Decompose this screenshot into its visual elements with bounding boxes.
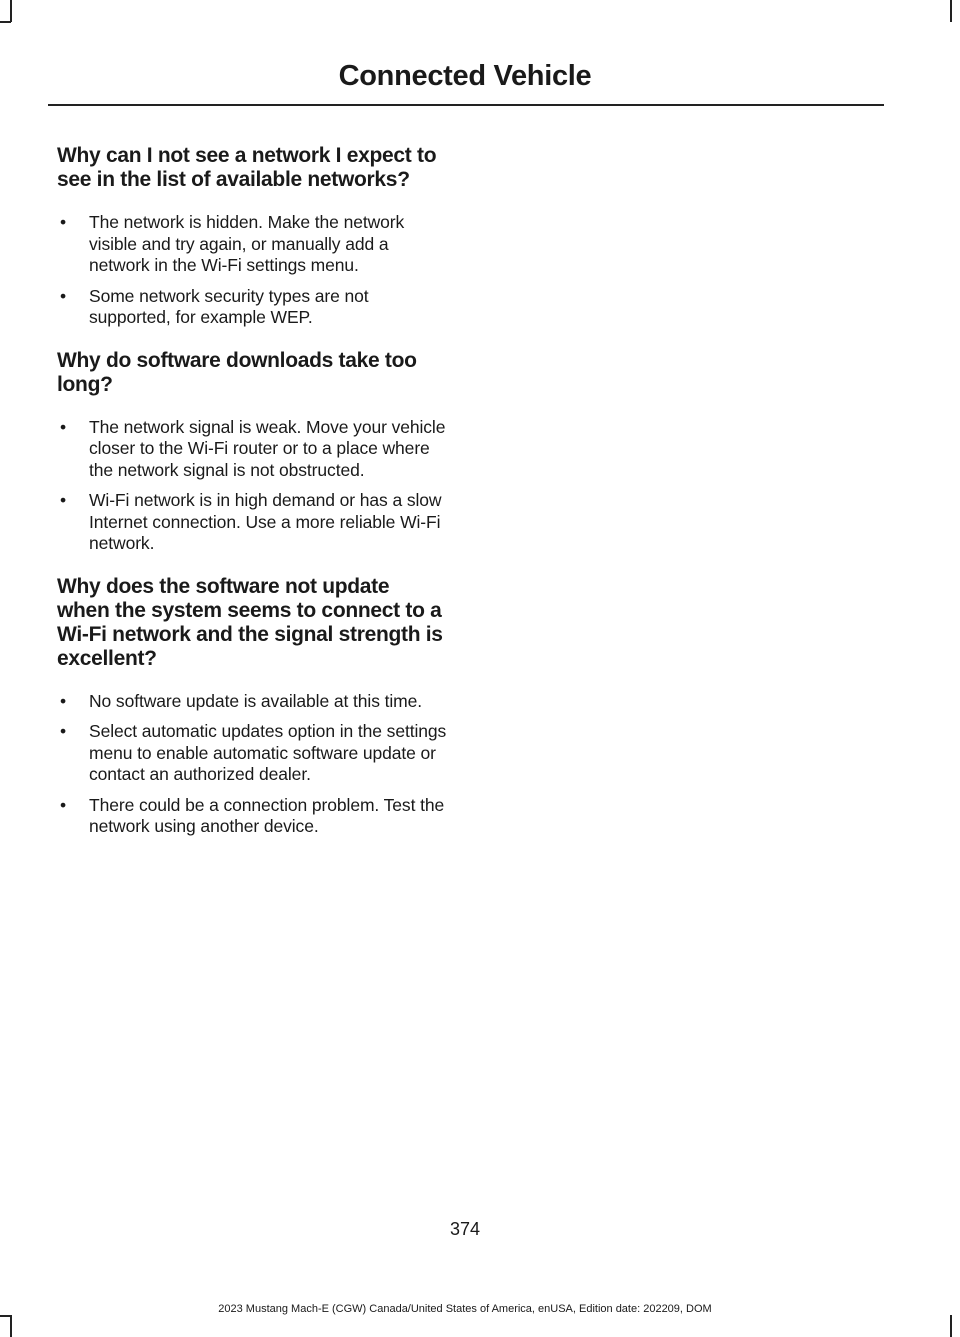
bullet-icon: • (59, 721, 67, 741)
crop-mark (950, 1315, 952, 1337)
bullet-icon: • (59, 285, 67, 306)
list-item-text: The network signal is weak. Move your vehicle closer to the Wi-Fi router or to a place where the network signal is not obstructed. (89, 416, 446, 480)
page-footer: 2023 Mustang Mach-E (CGW) Canada/United States of America, enUSA, Edition date: 202209, DOM (218, 1303, 712, 1315)
list-item-text: There could be a connection problem. Test the network using another device. (89, 794, 445, 836)
list-item (57, 721, 447, 786)
page-number: 374 (449, 1219, 481, 1239)
list-item (57, 212, 447, 277)
main-content (57, 144, 447, 858)
section-heading: Why does the software not update when the system seems to connect to a Wi-Fi network and the signal strength is excellent? (57, 574, 443, 670)
header-divider (48, 104, 884, 106)
faq-section-no-update (57, 575, 447, 838)
list-item-text: No software update is available at this time. (89, 690, 423, 711)
crop-mark (0, 1315, 11, 1317)
bullet-list (57, 212, 447, 329)
list-item (57, 691, 447, 713)
section-heading: Why do software downloads take too long? (57, 348, 417, 396)
bullet-list (57, 691, 447, 838)
crop-mark (0, 21, 11, 23)
page-header-title: Connected Vehicle (338, 60, 592, 92)
list-item (57, 490, 447, 555)
bullet-icon: • (59, 212, 67, 232)
bullet-icon: • (59, 416, 67, 437)
bullet-icon: • (59, 490, 67, 510)
crop-mark (950, 0, 952, 22)
list-item (57, 795, 447, 838)
list-item-text: Some network security types are not supported, for example WEP. (89, 285, 369, 327)
crop-mark (10, 1315, 12, 1337)
list-item (57, 417, 447, 482)
list-item-text: Select automatic updates option in the settings menu to enable automatic software update or contact an authorized dealer. (89, 721, 447, 784)
faq-section-hidden-network (57, 144, 447, 329)
crop-mark (10, 0, 12, 22)
bullet-list (57, 417, 447, 555)
bullet-icon: • (59, 794, 67, 815)
list-item-text: Wi-Fi network is in high demand or has a slow Internet connection. Use a more reliable Wi-Fi network. (89, 490, 442, 553)
faq-section-slow-downloads (57, 349, 447, 555)
list-item (57, 286, 447, 329)
list-item-text: The network is hidden. Make the network visible and try again, or manually add a network in the Wi-Fi settings menu. (89, 212, 405, 275)
bullet-icon: • (59, 690, 67, 711)
section-heading: Why can I not see a network I expect to see in the list of available networks? (57, 144, 437, 191)
